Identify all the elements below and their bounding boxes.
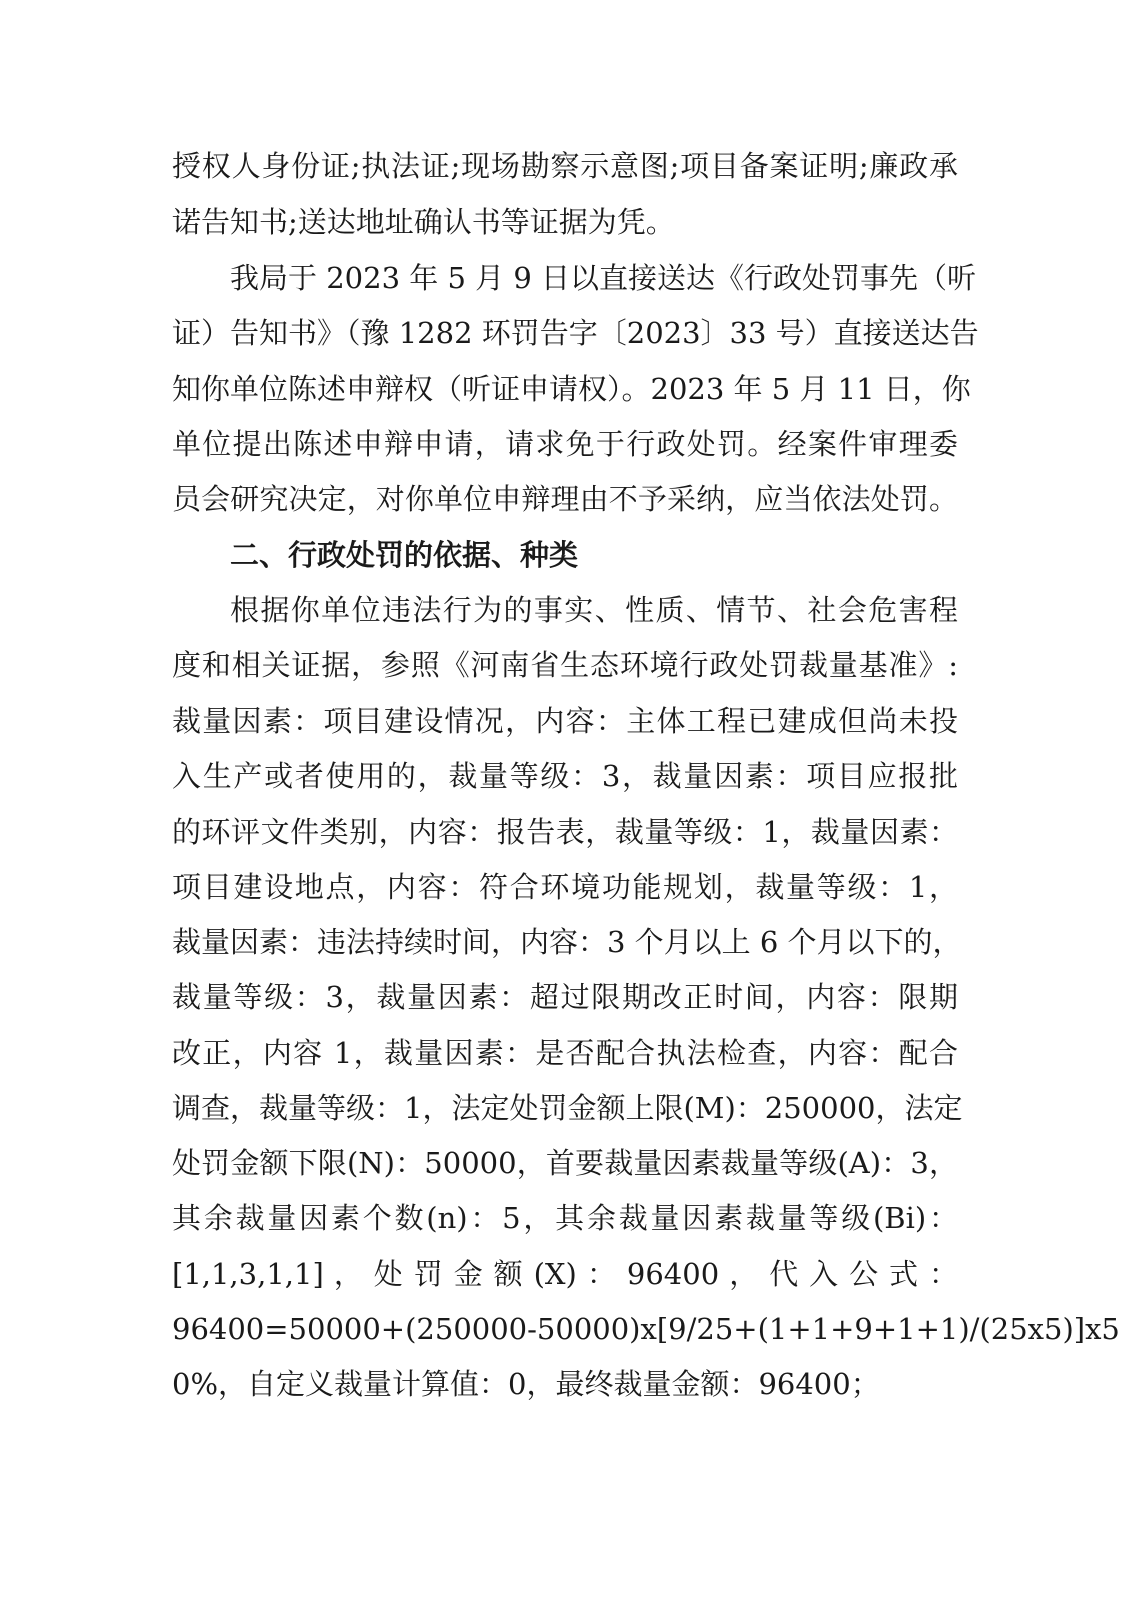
text-line-12: 入生产或者使用的，裁量等级：3，裁量因素：项目应报批 <box>172 759 958 793</box>
text-line-16: 裁量等级：3，裁量因素：超过限期改正时间，内容：限期 <box>172 980 958 1014</box>
paragraph-2-line-1: 我局于 2023 年 5 月 9 日以直接送达《行政处罚事先（听 <box>230 261 977 295</box>
text-line-10: 度和相关证据，参照《河南省生态环境行政处罚裁量基准》: <box>172 648 958 682</box>
text-line-6: 单位提出陈述申辩申请，请求免于行政处罚。经案件审理委 <box>172 427 958 461</box>
formula-line: 96400=50000+(250000-50000)x[9/25+(1+1+9+1+1)/(25x5)]x5 <box>172 1312 1120 1346</box>
text-line-15: 裁量因素：违法持续时间，内容：3 个月以上 6 个月以下的， <box>172 925 962 959</box>
text-line-11: 裁量因素：项目建设情况，内容：主体工程已建成但尚未投 <box>172 704 958 738</box>
text-line-5: 知你单位陈述申辩权（听证申请权）。2023 年 5 月 11 日，你 <box>172 372 971 406</box>
text-line-2: 诺告知书;送达地址确认书等证据为凭。 <box>172 205 675 239</box>
text-line-20: 其余裁量因素个数(n)：5，其余裁量因素裁量等级(Bi)： <box>172 1201 958 1235</box>
text-line-1: 授权人身份证;执法证;现场勘察示意图;项目备案证明;廉政承 <box>172 149 958 183</box>
text-line-23: 0%，自定义裁量计算值：0，最终裁量金额：96400； <box>172 1367 880 1401</box>
text-line-14: 项目建设地点，内容：符合环境功能规划，裁量等级：1， <box>172 870 958 904</box>
section-heading: 二、行政处罚的依据、种类 <box>230 538 579 572</box>
text-line-7: 员会研究决定，对你单位申辩理由不予采纳，应当依法处罚。 <box>172 482 958 516</box>
text-line-13: 的环评文件类别，内容：报告表，裁量等级：1，裁量因素： <box>172 815 958 849</box>
text-line-21: [1,1,3,1,1] ， 处 罚 金 额 (X) ： 96400 ， 代 入 公 式 ： <box>172 1257 958 1291</box>
text-line-18: 调查，裁量等级：1，法定处罚金额上限(M)：250000，法定 <box>172 1091 963 1125</box>
text-line-4: 证）告知书》（豫 1282 环罚告字〔2023〕33 号）直接送达告 <box>172 316 979 350</box>
text-line-17: 改正，内容 1，裁量因素：是否配合执法检查，内容：配合 <box>172 1036 958 1070</box>
text-line-19: 处罚金额下限(N)：50000，首要裁量因素裁量等级(A)：3， <box>172 1146 958 1180</box>
paragraph-3-line-1: 根据你单位违法行为的事实、性质、情节、社会危害程 <box>230 593 958 627</box>
